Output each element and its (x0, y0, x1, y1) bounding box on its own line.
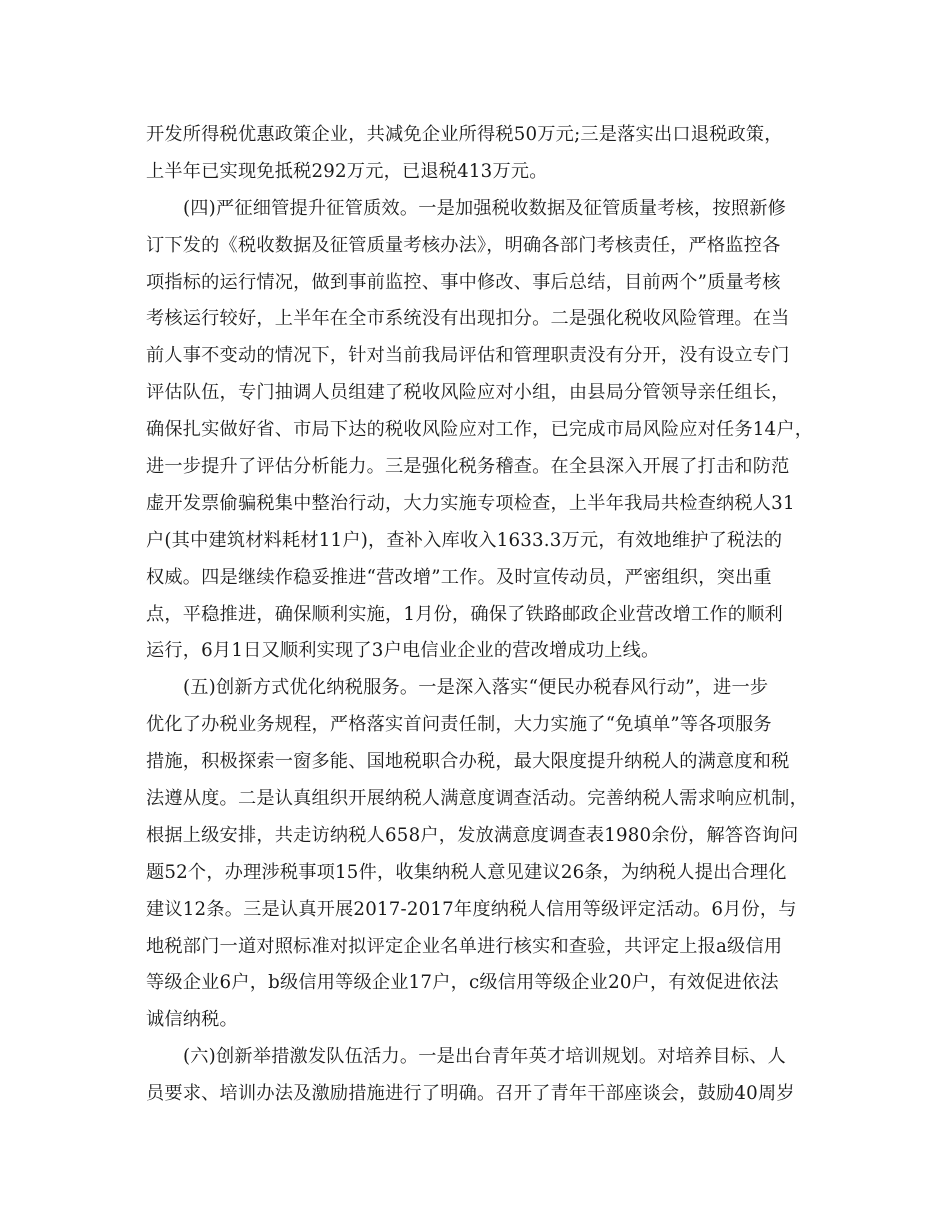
text-line: 上半年已实现免抵税292万元，已退税413万元。 (146, 160, 548, 182)
paragraph-first-line: (六)创新举措激发队伍活力。一是出台青年英才培训规划。对培养目标、人 (183, 1046, 786, 1068)
text-line: 员要求、培训办法及激励措施进行了明确。召开了青年干部座谈会，鼓励40周岁 (146, 1083, 795, 1105)
text-line: 虚开发票偷骗税集中整治行动，大力实施专项检查，上半年我局共检查纳税人31 (146, 492, 795, 514)
text-line: 开发所得税优惠政策企业，共减免企业所得税50万元;三是落实出口退税政策， (146, 124, 783, 145)
text-line: 进一步提升了评估分析能力。三是强化税务稽查。在全县深入开展了打击和防范 (146, 456, 790, 478)
text-line: 权威。四是继续作稳妥推进“营改增”工作。及时宣传动员，严密组织，突出重 (146, 566, 772, 588)
text-line: 根据上级安排，共走访纳税人658户，发放满意度调查表1980余份，解答咨询问 (146, 824, 799, 846)
text-line: 地税部门一道对照标准对拟评定企业名单进行核实和查验，共评定上报a级信用 (146, 935, 783, 957)
paragraph-first-line: (五)创新方式优化纳税服务。一是深入落实“便民办税春风行动”，进一步 (183, 677, 769, 699)
text-line: 运行，6月1日又顺利实现了3户电信业企业的营改增成功上线。 (146, 640, 660, 662)
text-line: 诚信纳税。 (146, 1009, 238, 1031)
text-line: 确保扎实做好省、市局下达的税收风险应对工作，已完成市局风险应对任务14户， (146, 419, 814, 441)
text-line: 评估队伍，专门抽调人员组建了税收风险应对小组，由县局分管领导亲任组长， (146, 382, 790, 404)
text-line: 法遵从度。二是认真组织开展纳税人满意度调查活动。完善纳税人需求响应机制， (146, 788, 808, 810)
text-line: 前人事不变动的情况下，针对当前我局评估和管理职责没有分开，没有设立专门 (146, 345, 790, 367)
text-line: 题52个，办理涉税事项15件，收集纳税人意见建议26条，为纳税人提出合理化 (146, 861, 787, 883)
text-line: 订下发的《税收数据及征管质量考核办法》，明确各部门考核责任，严格监控各 (146, 234, 781, 256)
text-line: 措施，积极探索一窗多能、国地税职合办税，最大限度提升纳税人的满意度和税 (146, 751, 790, 773)
text-line: 等级企业6户，b级信用等级企业17户，c级信用等级企业20户，有效促进依法 (146, 972, 779, 994)
text-line: 点，平稳推进，确保顺利实施，1月份，确保了铁路邮政企业营改增工作的顺利 (146, 603, 783, 625)
text-line: 户(其中建筑材料耗材11户)，查补入库收入1633.3万元，有效地维护了税法的 (146, 529, 783, 551)
text-line: 项指标的运行情况，做到事前监控、事中修改、事后总结，目前两个”质量考核 (146, 271, 781, 293)
text-line: 优化了办税业务规程，严格落实首问责任制，大力实施了“免填单”等各项服务 (146, 714, 772, 736)
text-line: 建议12条。三是认真开展2017-2017年度纳税人信用等级评定活动。6月份，与 (146, 898, 797, 920)
document-body (146, 117, 822, 1113)
paragraph-first-line: (四)严征细管提升征管质效。一是加强税收数据及征管质量考核，按照新修 (183, 197, 786, 219)
text-line: 考核运行较好，上半年在全市系统没有出现扣分。二是强化税收风险管理。在当 (146, 308, 790, 330)
